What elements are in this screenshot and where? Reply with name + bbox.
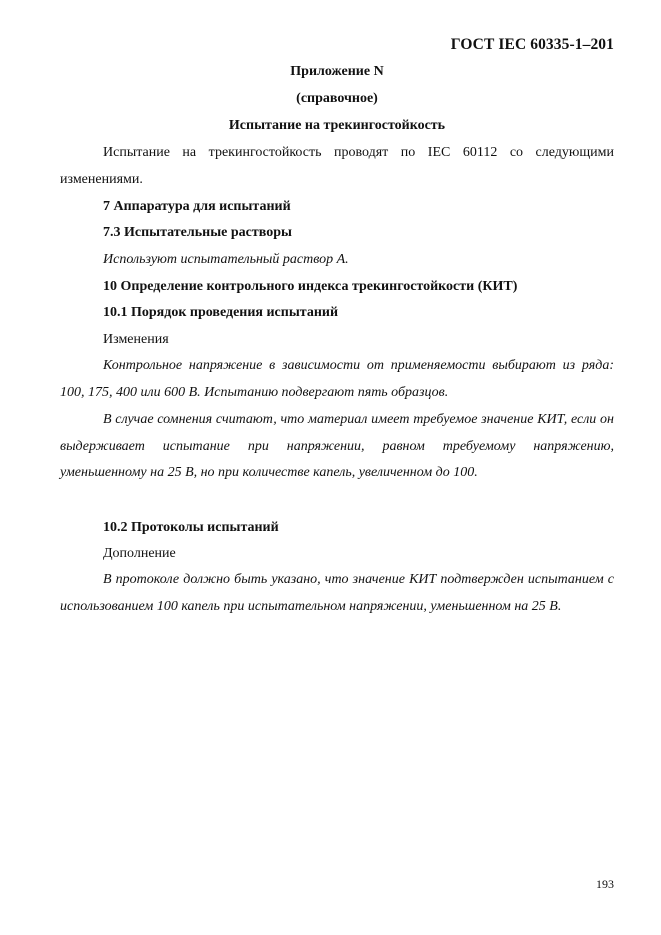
appendix-title: Приложение N <box>290 64 384 79</box>
section-10-1-label: Изменения <box>103 332 169 347</box>
page-number: 193 <box>596 877 614 891</box>
section-10-title: 10 Определение контрольного индекса трекингостойкости (КИТ) <box>103 279 518 294</box>
intro-paragraph: Испытание на трекингостойкость проводят по IEC 60112 со следующими изменениями. <box>60 145 614 187</box>
section-7-title: 7 Аппаратура для испытаний <box>103 199 291 214</box>
document-header: ГОСТ IEC 60335-1–201 <box>450 36 614 53</box>
appendix-heading: Испытание на трекингостойкость <box>228 118 446 133</box>
section-10-1-paragraph-2: В случае сомнения считают, что материал имеет требуемое значение КИТ, если он выдерживает испытание при напряжении, равном требуемому напряжению, уменьшенному на 25 В, но при количестве капель, увеличенном до 100. <box>60 412 614 480</box>
appendix-subtitle: (справочное) <box>296 91 378 106</box>
section-7-3-title: 7.3 Испытательные растворы <box>103 225 292 240</box>
section-7-3-text: Используют испытательный раствор А. <box>103 252 349 267</box>
section-10-1-paragraph-1: Контрольное напряжение в зависимости от применяемости выбирают из ряда: 100, 175, 400 или 600 В. Испытанию подвергают пять образцов. <box>60 358 614 400</box>
section-10-2-title: 10.2 Протоколы испытаний <box>103 520 279 535</box>
section-10-2-paragraph-1: В протоколе должно быть указано, что значение КИТ подтвержден испытанием с использованием 100 капель при испытательном напряжении, уменьшенном на 25 В. <box>60 572 614 614</box>
section-10-1-title: 10.1 Порядок проведения испытаний <box>103 305 339 320</box>
section-10-2-label: Дополнение <box>103 546 176 561</box>
